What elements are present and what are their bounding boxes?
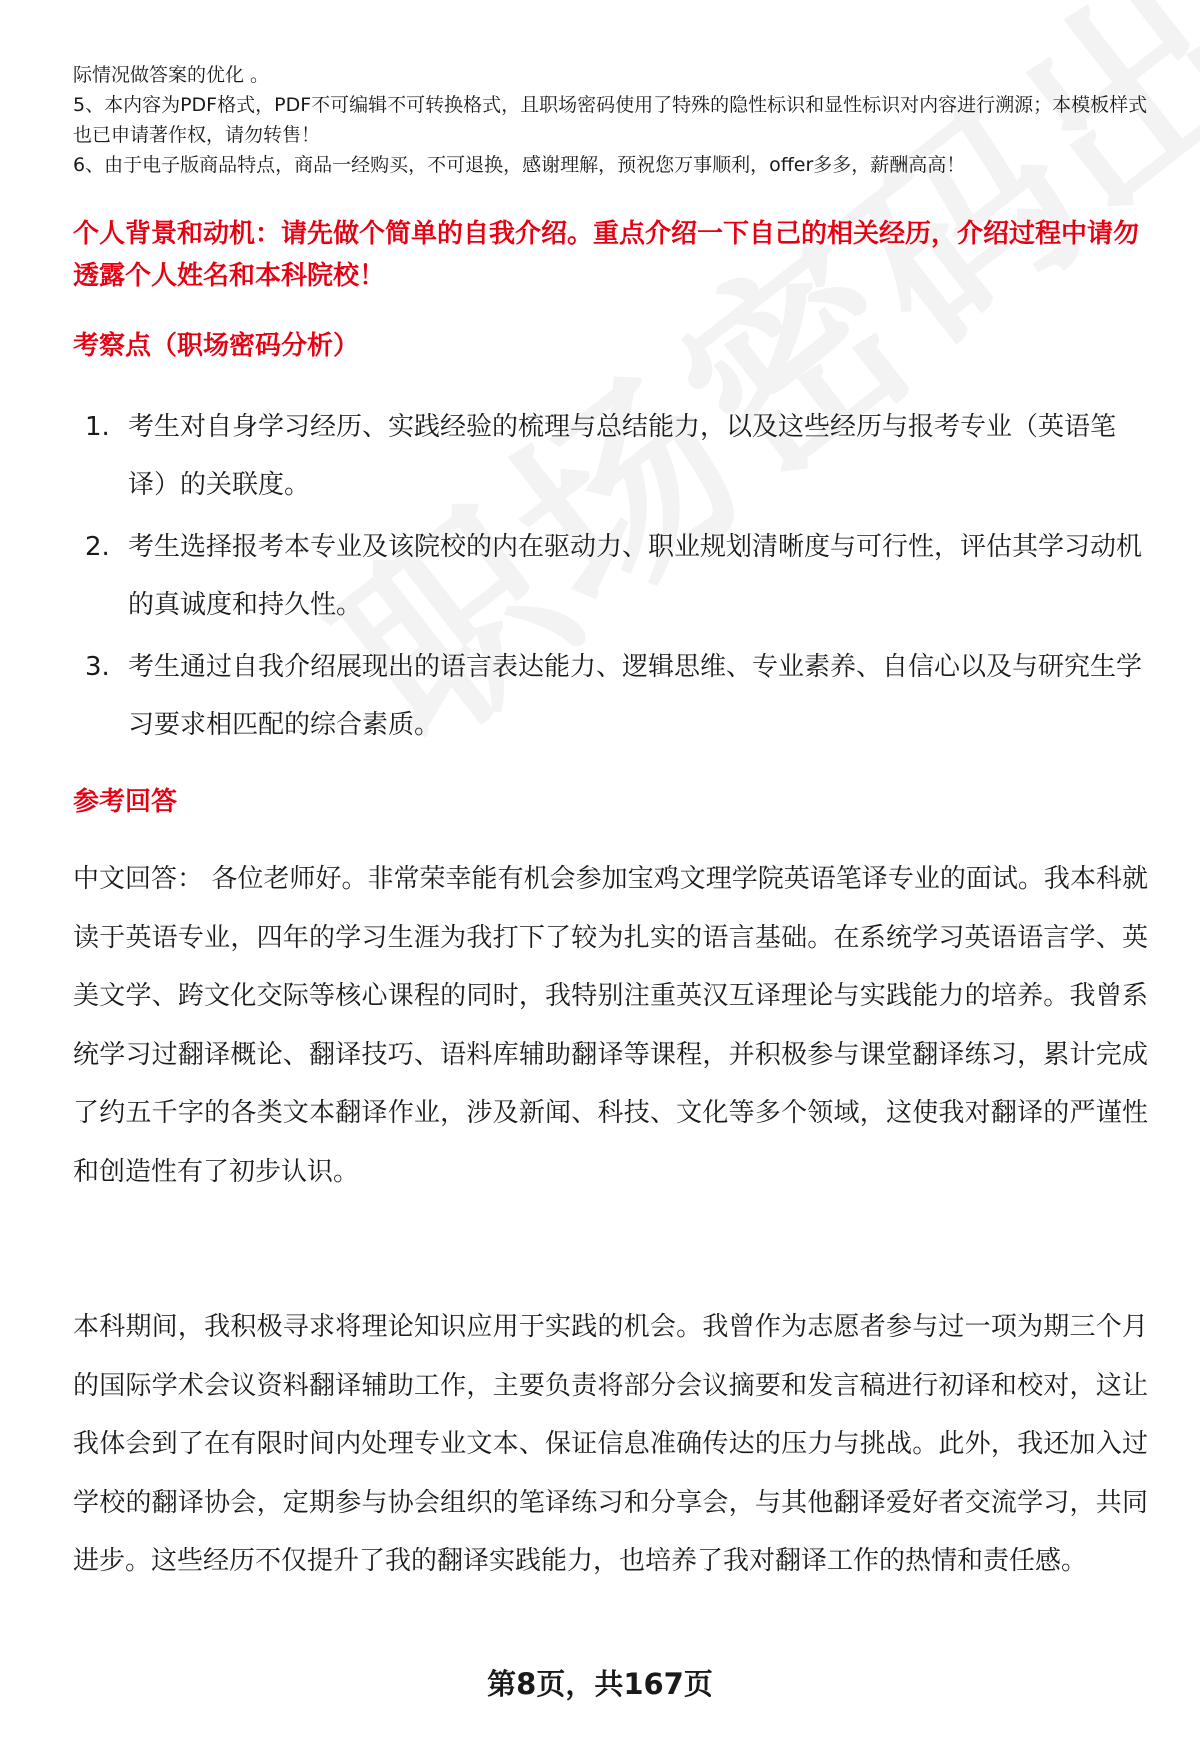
list-item-text: 考生通过自我介绍展现出的语言表达能力、逻辑思维、专业素养、自信心以及与研究生学习要求相匹配的综合素质。 [128, 652, 1143, 740]
page-number: 第8页，共167页 [487, 1667, 713, 1701]
list-item-number: 1. [85, 412, 110, 442]
notes-section [73, 60, 1153, 180]
list-item-text: 考生选择报考本专业及该院校的内在驱动力、职业规划清晰度与可行性，评估其学习动机的真诚度和持久性。 [128, 532, 1143, 620]
answer-paragraph: 本科期间，我积极寻求将理论知识应用于实践的机会。我曾作为志愿者参与过一项为期三个月的国际学术会议资料翻译辅助工作，主要负责将部分会议摘要和发言稿进行初译和校对，这让我体会到了在有限时间内处理专业文本、保证信息准确传达的压力与挑战。此外，我还加入过学校的翻译协会，定期参与协会组织的笔译练习和分享会，与其他翻译爱好者交流学习，共同进步。这些经历不仅提升了我的翻译实践能力，也培养了我对翻译工作的热情和责任感。 [73, 1312, 1148, 1576]
list-item [73, 398, 1153, 514]
list-item-number: 3. [85, 652, 110, 682]
list-item [73, 518, 1153, 634]
assessment-points-list [73, 398, 1153, 758]
reference-answer-heading: 参考回答 [73, 787, 178, 817]
note-line: 际情况做答案的优化 。 [73, 64, 270, 86]
list-item [73, 638, 1153, 754]
background-question-heading: 个人背景和动机：请先做个简单的自我介绍。重点介绍一下自己的相关经历，介绍过程中请勿透露个人姓名和本科院校！ [73, 219, 1140, 291]
answer-paragraph: 中文回答： 各位老师好。非常荣幸能有机会参加宝鸡文理学院英语笔译专业的面试。我本科就读于英语专业，四年的学习生涯为我打下了较为扎实的语言基础。在系统学习英语语言学、英美文学、跨文化交际等核心课程的同时，我特别注重英汉互译理论与实践能力的培养。我曾系统学习过翻译概论、翻译技巧、语料库辅助翻译等课程，并积极参与课堂翻译练习，累计完成了约五千字的各类文本翻译作业，涉及新闻、科技、文化等多个领域，这使我对翻译的严谨性和创造性有了初步认识。 [73, 864, 1148, 1187]
list-item-text: 考生对自身学习经历、实践经验的梳理与总结能力，以及这些经历与报考专业（英语笔译）的关联度。 [128, 412, 1117, 500]
assessment-points-heading: 考察点（职场密码分析） [73, 331, 360, 361]
list-item-number: 2. [85, 532, 110, 562]
note-line: 6、由于电子版商品特点，商品一经购买，不可退换，感谢理解，预祝您万事顺利，offer多多，薪酬高高！ [73, 154, 966, 176]
note-line: 5、本内容为PDF格式，PDF不可编辑不可转换格式，且职场密码使用了特殊的隐性标识和显性标识对内容进行溯源；本模板样式也已申请著作权，请勿转售！ [73, 94, 1148, 146]
